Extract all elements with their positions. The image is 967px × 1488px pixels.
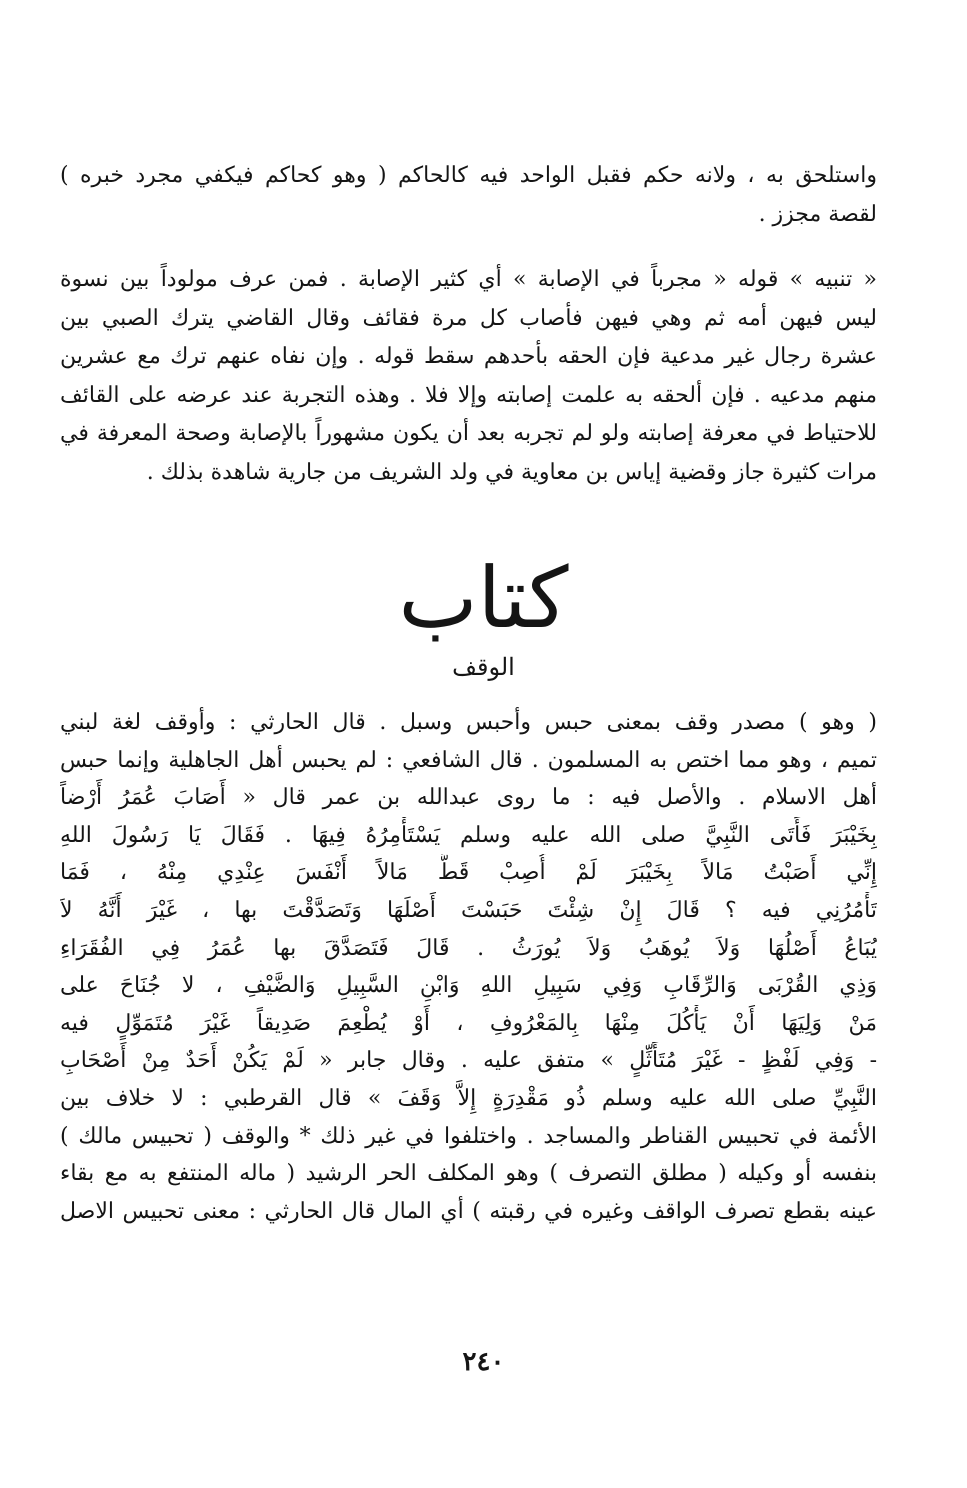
text-line: إِنِّي أَصَبْتُ مَالاً بِخَيْبَرَ لَمْ أُصِبْ قَطُّ مَالاً أَنْفَسَ عِنْدِي مِنْهُ ، فَمَا	[60, 860, 877, 886]
text-line: - وَفِي لَفْظٍ - غَيْرَ مُتَأَثِّلٍ » متفق عليه . وقال جابر « لَمْ يَكُنْ أَحَدٌ مِنْ أَصْحَابِ	[60, 1048, 877, 1074]
text-line: عشرة رجال غير مدعية فإن الحقه بأحدهم سقط قوله . وإن نفاه عنهم ترك مع عشرين	[60, 344, 877, 369]
text-line: تميم ، وهو مما اختص به المسلمون . قال الشافعي : لم يحبس أهل الجاهلية وإنما حبس	[60, 747, 877, 773]
text-line: واستلحق به ، ولانه حكم فقبل الواحد فيه كالحاكم ( وهو كحاكم فيكفي مجرد خبره )	[60, 163, 877, 188]
text-line: منهم مدعيه . فإن ألحقه به علمت إصابته وإلا فلا . وهذه التجربة عند عرضه على القائف	[60, 382, 877, 408]
text-line: النَّبِيِّ صلى الله عليه وسلم ذُو مَقْدِرَةٍ إِلاَّ وَقَفَ » قال القرطبي : لا خلاف بين	[60, 1085, 877, 1111]
text-line: مَنْ وَلِيَهَا أَنْ يَأْكُلَ مِنْهَا بِالمَعْرُوفِ ، أَوْ يُطْعِمَ صَدِيقاً غَيْرَ مُتَمَوِّلٍ فيه	[60, 1010, 877, 1036]
paragraph-main	[60, 704, 877, 1230]
page-number: ٢٤٠	[462, 1347, 505, 1377]
text-line: أهل الاسلام . والأصل فيه : ما روى عبدالله بن عمر قال « أَصَابَ عُمَرُ أَرْضاً	[60, 785, 877, 811]
text-line: الأئمة في تحبيس القناطر والمساجد . واختلفوا في غير ذلك * والوقف ( تحبيس مالك )	[60, 1123, 877, 1149]
text-line: بِخَيْبَرَ فَأَتَى النَّبِيَّ صلى الله عليه وسلم يَسْتَأْمِرُهُ فِيهَا . فَقَالَ يَا رَسُولَ اللهِ	[60, 822, 877, 848]
chapter-title: كتاب	[398, 549, 569, 647]
text-line: مرات كثيرة جاز وقضية إياس بن معاوية في ولد الشريف من جارية شاهدة بذلك .	[146, 459, 877, 485]
paragraph-continuation	[60, 156, 877, 234]
paragraph-note	[60, 261, 877, 492]
text-line: يُبَاعُ أَصْلُهَا وَلاَ يُوهَبُ وَلاَ يُورَثُ . قَالَ فَتَصَدَّقَ بها عُمَرُ فِي الفُقَرَاءِ	[60, 935, 877, 961]
text-line: لقصة مجزز .	[758, 202, 877, 227]
chapter-subtitle: الوقف	[452, 653, 515, 681]
text-line: عينه بقطع تصرف الواقف وغيره في رقبته ) أي المال قال الحارثي : معنى تحبيس الاصل	[60, 1198, 877, 1224]
text-line: ليس فيهن أمه ثم وهي فيهن فأصاب كل مرة فقائف وقال القاضي يترك الصبي بين	[60, 305, 877, 331]
text-line: وَذِي القُرْبَى وَالرِّقَابِ وَفِي سَبِيلِ اللهِ وَابْنِ السَّبِيلِ وَالضَّيْفِ ، لا جُنَاحَ على	[60, 973, 877, 999]
text-line: « تنبيه » قوله « مجرباً في الإصابة » أي كثير الإصابة . فمن عرف مولوداً بين نسوة	[60, 267, 877, 292]
text-line: ( وهو ) مصدر وقف بمعنى حبس وأحبس وسبل . قال الحارثي : وأوقف لغة لبني	[60, 710, 877, 735]
text-line: تَأْمُرُنِي فيه ؟ قَالَ إِنْ شِئْتَ حَبَسْتَ أَصْلَهَا وَتَصَدَّقْتَ بها ، غَيْرَ أَنَّهُ لاَ	[60, 897, 877, 923]
text-line: بنفسه أو وكيله ( مطلق التصرف ) وهو المكلف الحر الرشيد ( ماله المنتفع به مع بقاء	[60, 1161, 877, 1187]
text-line: للاحتياط في معرفة إصابته ولو لم تجربه بعد أن يكون مشهوراً بالإصابة وصحة المعرفة في	[60, 421, 877, 446]
